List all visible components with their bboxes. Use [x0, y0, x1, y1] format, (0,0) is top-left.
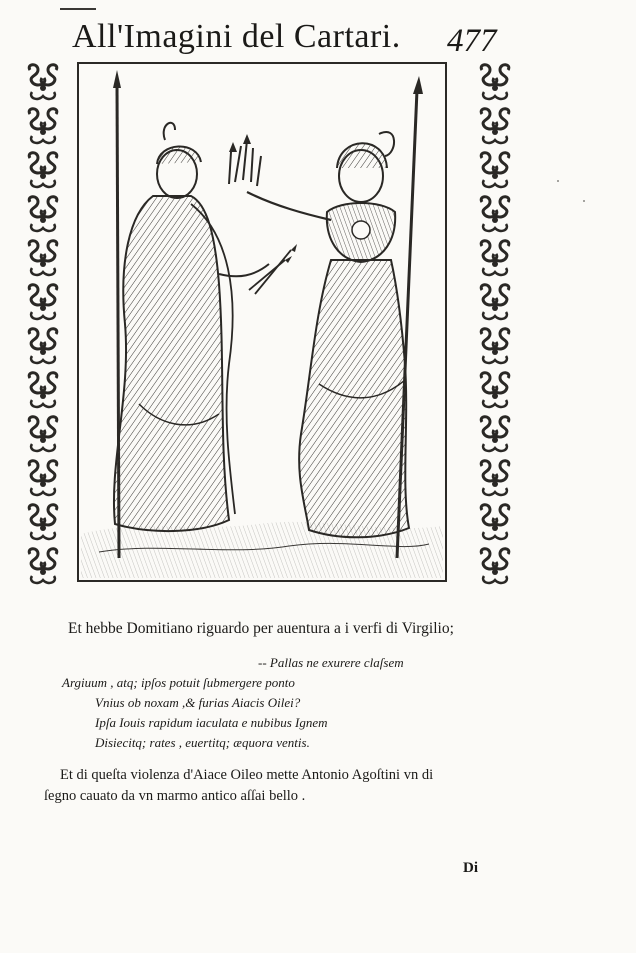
page-title: All'Imagini del Cartari.: [72, 18, 401, 55]
woodcut-illustration: [77, 62, 447, 582]
intro-line: Et hebbe Domitiano riguardo per auentura a i verfi di Virgilio;: [68, 620, 454, 637]
paragraph-line: ſegno cauato da vn marmo antico aſſai bello .: [44, 788, 306, 804]
page-number: 477: [447, 23, 497, 59]
ink-speck: [583, 200, 585, 202]
ink-speck: [557, 180, 559, 182]
verse-line: Disiecitq; rates , euertitq; æquora ventis.: [95, 735, 310, 750]
paragraph-line: Et di queſta violenza d'Aiace Oileo mette Antonio Agoſtini vn di: [60, 767, 434, 783]
top-rule: [60, 8, 96, 10]
scroll-ornament-icon: [24, 62, 62, 587]
woodcut-image: [79, 64, 445, 580]
catchword: Di: [463, 860, 478, 876]
verse-line: Argiuum , atq; ipſos potuit ſubmergere ponto: [62, 675, 295, 690]
scroll-ornament-icon: [476, 62, 514, 587]
ornament-border-left: [24, 62, 62, 587]
ornament-border-right: [476, 62, 514, 587]
verse-line: Ipſa Iouis rapidum iaculata e nubibus Ignem: [95, 715, 328, 730]
verse-line: -- Pallas ne exurere claſsem: [258, 655, 404, 670]
verse-line: Vnius ob noxam ,& furias Aiacis Oilei?: [95, 695, 301, 710]
